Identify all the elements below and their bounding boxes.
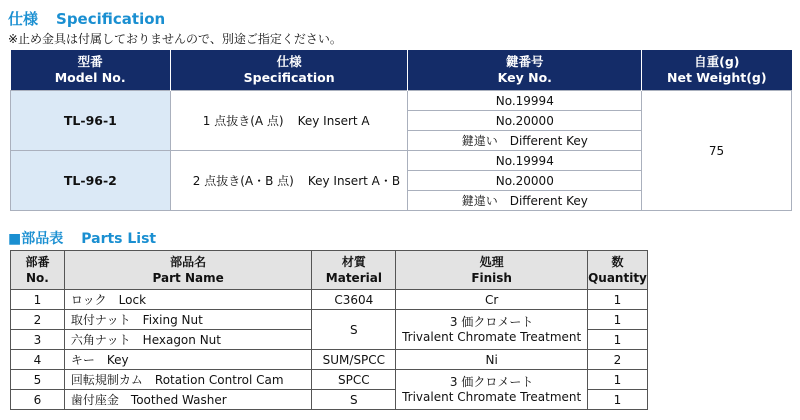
part-name: 回転規制カム Rotation Control Cam (64, 370, 311, 390)
parts-title-jp: ■部品表 (8, 231, 64, 247)
part-quantity: 2 (587, 350, 647, 370)
part-finish: Cr (396, 290, 588, 310)
key-cell: No.20000 (408, 111, 642, 131)
spec-cell: 1 点抜き(A 点) Key Insert A (170, 91, 408, 151)
part-material: SPCC (312, 370, 396, 390)
table-row (11, 91, 792, 111)
part-quantity: 1 (587, 390, 647, 410)
key-cell: 鍵違い Different Key (408, 191, 642, 211)
parts-title-en: Parts List (81, 231, 157, 247)
part-name: ロック Lock (64, 290, 311, 310)
header-spec: 仕様 Specification (170, 50, 408, 91)
model-cell: TL-96-2 (11, 151, 171, 211)
part-name: 六角ナット Hexagon Nut (64, 330, 311, 350)
part-no: 2 (11, 310, 65, 330)
part-material: S (312, 310, 396, 350)
table-row (11, 350, 648, 370)
spec-section-title (8, 8, 165, 29)
part-quantity: 1 (587, 310, 647, 330)
part-name: キー Key (64, 350, 311, 370)
header-model: 型番 Model No. (11, 50, 171, 91)
part-finish: 3 価クロメート Trivalent Chromate Treatment (396, 370, 588, 410)
spec-cell: 2 点抜き(A・B 点) Key Insert A・B (170, 151, 408, 211)
part-name: 取付ナット Fixing Nut (64, 310, 311, 330)
part-no: 6 (11, 390, 65, 410)
part-material: C3604 (312, 290, 396, 310)
weight-cell: 75 (642, 91, 792, 211)
part-material: SUM/SPCC (312, 350, 396, 370)
part-no: 5 (11, 370, 65, 390)
part-name: 歯付座金 Toothed Washer (64, 390, 311, 410)
parts-header-row (11, 251, 648, 290)
parts-list-table (10, 250, 648, 410)
header-part-name: 部品名 Part Name (64, 251, 311, 290)
spec-note: ※止め金具は付属しておりませんので、別途ご指定ください。 (8, 32, 342, 46)
model-cell: TL-96-1 (11, 91, 171, 151)
parts-section-title (8, 228, 156, 248)
part-no: 3 (11, 330, 65, 350)
header-material: 材質 Material (312, 251, 396, 290)
part-quantity: 1 (587, 330, 647, 350)
spec-title-jp: 仕様 (8, 10, 39, 28)
part-finish: Ni (396, 350, 588, 370)
table-row (11, 370, 648, 390)
spec-header-row (11, 50, 792, 91)
header-finish: 処理 Finish (396, 251, 588, 290)
header-part-no: 部番 No. (11, 251, 65, 290)
part-no: 1 (11, 290, 65, 310)
part-material: S (312, 390, 396, 410)
key-cell: No.20000 (408, 171, 642, 191)
header-quantity: 数 Quantity (587, 251, 647, 290)
specification-table (10, 50, 792, 211)
part-finish: 3 価クロメート Trivalent Chromate Treatment (396, 310, 588, 350)
part-no: 4 (11, 350, 65, 370)
table-row (11, 310, 648, 330)
table-row (11, 290, 648, 310)
part-quantity: 1 (587, 370, 647, 390)
part-quantity: 1 (587, 290, 647, 310)
spec-title-en: Specification (56, 10, 166, 28)
key-cell: No.19994 (408, 91, 642, 111)
header-weight: 自重(g) Net Weight(g) (642, 50, 792, 91)
key-cell: No.19994 (408, 151, 642, 171)
key-cell: 鍵違い Different Key (408, 131, 642, 151)
header-key: 鍵番号 Key No. (408, 50, 642, 91)
